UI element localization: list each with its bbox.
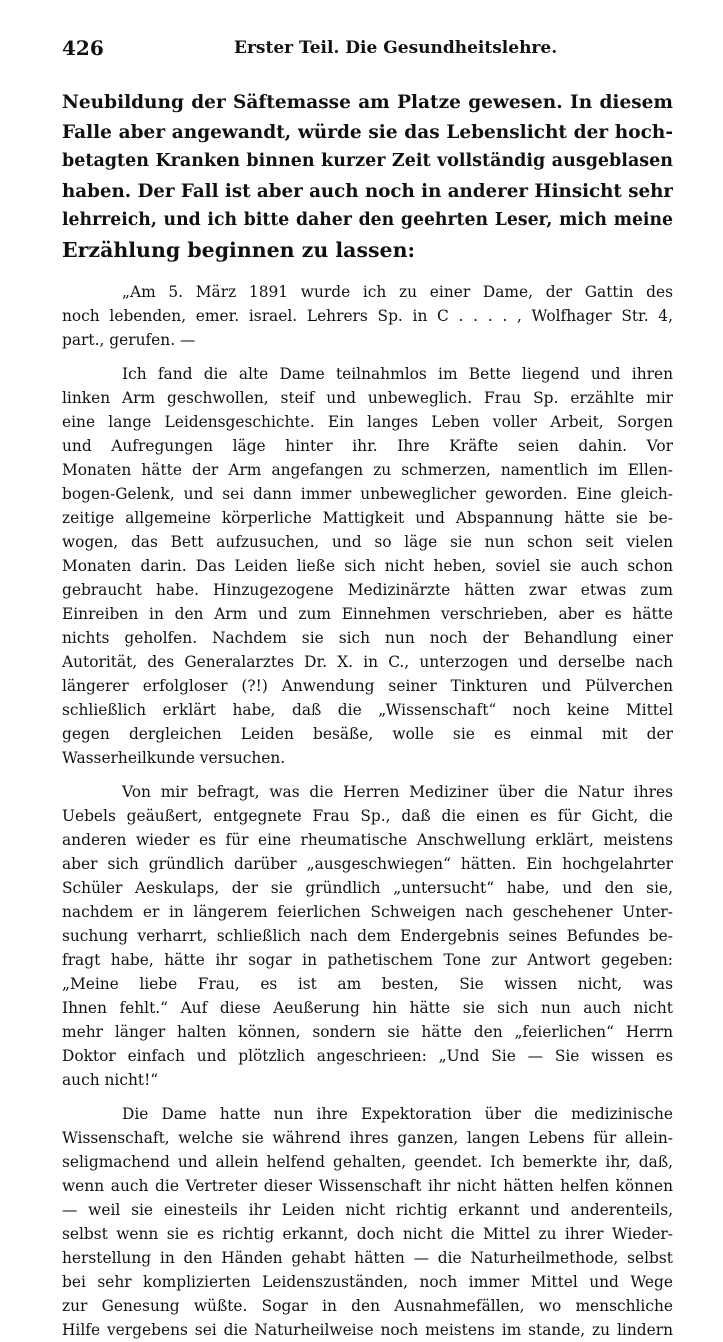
text-line: seligmachend und allein helfend gehalten, geendet. Ich bemerkte ihr, daß, [62, 1153, 673, 1171]
paragraph [62, 780, 673, 1092]
text-line: — weil sie einesteils ihr Leiden nicht richtig erkannt und anderenteils, [62, 1201, 673, 1219]
text-line: herstellung in den Händen gehabt hätten — die Naturheilmethode, selbst [62, 1249, 673, 1267]
text-line: noch lebenden, emer. israel. Lehrers Sp. in C . . . . , Wolfhager Str. 4, [62, 307, 673, 325]
text-line: zur Genesung wüßte. Sogar in den Ausnahmefällen, wo menschliche [62, 1297, 673, 1315]
text-line: „Meine liebe Frau, es ist am besten, Sie wissen nicht, was [62, 975, 673, 993]
text-line: Falle aber angewandt, würde sie das Lebenslicht der hoch- [62, 121, 673, 143]
text-line: wenn auch die Vertreter dieser Wissenschaft ihr nicht hätten helfen können [62, 1177, 673, 1195]
text-line: Erzählung beginnen zu lassen: [62, 237, 416, 262]
paragraph [62, 1102, 673, 1342]
text-line: nichts geholfen. Nachdem sie sich nun noch der Behandlung einer [62, 629, 673, 647]
text-line: Ihnen fehlt.“ Auf diese Aeußerung hin hätte sie sich nun auch nicht [62, 999, 673, 1017]
text-line: Neubildung der Säftemasse am Platze gewesen. In diesem [62, 92, 673, 113]
text-line: aber sich gründlich darüber „ausgeschwiegen“ hätten. Ein hochgelahrter [62, 855, 673, 873]
text-line: wogen, das Bett aufzusuchen, und so läge sie nun schon seit vielen [62, 533, 673, 551]
paragraph [62, 280, 673, 352]
text-line: Autorität, des Generalarztes Dr. X. in C., unterzogen und derselbe nach [62, 653, 673, 671]
intro-paragraph [62, 88, 673, 265]
text-line: zeitige allgemeine körperliche Mattigkeit und Abspannung hätte sie be- [62, 509, 673, 527]
text-line: Einreiben in den Arm und zum Einnehmen verschrieben, aber es hätte [62, 605, 673, 623]
text-line: gebraucht habe. Hinzugezogene Medizinärzte hätten zwar etwas zum [62, 581, 673, 599]
text-line: Schüler Aeskulaps, der sie gründlich „untersucht“ habe, und den sie, [62, 879, 673, 897]
text-line: Wissenschaft, welche sie während ihres ganzen, langen Lebens für allein- [62, 1129, 673, 1147]
text-line: betagten Kranken binnen kurzer Zeit vollständig ausgeblasen [62, 151, 673, 171]
text-line: part., gerufen. — [62, 331, 196, 349]
running-head: Erster Teil. Die Gesundheitslehre. [234, 38, 558, 58]
text-line: selbst wenn sie es richtig erkannt, doch nicht die Mittel zu ihrer Wieder- [62, 1225, 673, 1243]
text-line: schließlich erklärt habe, daß die „Wissenschaft“ noch keine Mittel [62, 701, 673, 719]
text-line: anderen wieder es für eine rheumatische Anschwellung erklärt, meistens [62, 831, 673, 849]
text-line: eine lange Leidensgeschichte. Ein langes Leben voller Arbeit, Sorgen [62, 413, 673, 431]
text-line: suchung verharrt, schließlich nach dem Endergebnis seines Befundes be- [62, 927, 673, 945]
text-line: bogen-Gelenk, und sei dann immer unbeweglicher geworden. Eine gleich- [62, 485, 673, 503]
text-line: Von mir befragt, was die Herren Mediziner über die Natur ihres [122, 783, 673, 801]
page-header [62, 30, 673, 64]
text-line: haben. Der Fall ist aber auch noch in anderer Hinsicht sehr [62, 180, 673, 202]
text-line: nachdem er in längerem feierlichen Schweigen nach geschehener Unter- [62, 903, 673, 921]
text-line: lehrreich, und ich bitte daher den geehrten Leser, mich meine [62, 210, 673, 230]
text-line: fragt habe, hätte ihr sogar in pathetischem Tone zur Antwort gegeben: [62, 951, 673, 969]
text-line: Hilfe vergebens sei die Naturheilweise noch meistens im stande, zu lindern [62, 1321, 673, 1339]
text-line: Wasserheilkunde versuchen. [62, 749, 286, 767]
page-number: 426 [62, 36, 104, 60]
text-line: Doktor einfach und plötzlich angeschrieen: „Und Sie — Sie wissen es [62, 1047, 673, 1065]
text-line: „Am 5. März 1891 wurde ich zu einer Dame, der Gattin des [122, 283, 673, 301]
text-line: Monaten darin. Das Leiden ließe sich nicht heben, soviel sie auch schon [62, 557, 673, 575]
text-line: Ich fand die alte Dame teilnahmlos im Bette liegend und ihren [122, 365, 673, 383]
text-line: gegen dergleichen Leiden besäße, wolle sie es einmal mit der [62, 725, 673, 743]
text-line: bei sehr komplizierten Leidenszuständen, noch immer Mittel und Wege [62, 1273, 673, 1291]
text-line: Die Dame hatte nun ihre Expektoration über die medizinische [122, 1105, 673, 1123]
text-line: linken Arm geschwollen, steif und unbeweglich. Frau Sp. erzählte mir [62, 389, 673, 407]
paragraph [62, 362, 673, 770]
text-line: und Aufregungen läge hinter ihr. Ihre Kräfte seien dahin. Vor [62, 437, 673, 455]
text-line: Uebels geäußert, entgegnete Frau Sp., daß die einen es für Gicht, die [62, 807, 673, 825]
text-line: auch nicht!“ [62, 1071, 159, 1089]
quoted-account [62, 280, 673, 1342]
text-line: mehr länger halten können, sondern sie hätte den „feierlichen“ Herrn [62, 1023, 673, 1041]
text-line: längerer erfolgloser (?!) Anwendung seiner Tinkturen und Pülverchen [62, 677, 673, 695]
text-line: Monaten hätte der Arm angefangen zu schmerzen, namentlich im Ellen- [62, 461, 673, 479]
